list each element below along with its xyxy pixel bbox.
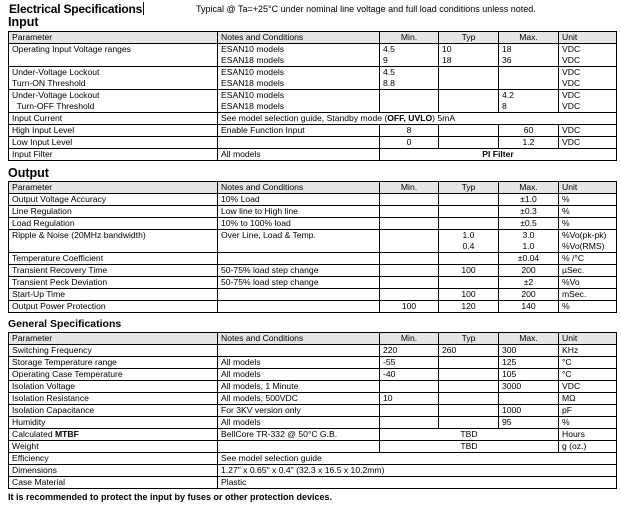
- min-cell: [380, 230, 439, 242]
- min-cell: [380, 194, 439, 206]
- section-title-input: Input: [8, 15, 39, 29]
- unit-cell: µSec.: [559, 265, 617, 277]
- notes-cell: See model selection guide: [218, 453, 617, 465]
- notes-cell: 10% Load: [218, 194, 380, 206]
- table-row: [9, 44, 617, 56]
- table-row: [9, 393, 617, 405]
- output-table: [8, 181, 617, 313]
- param-cell: Isolation Capacitance: [9, 405, 218, 417]
- max-cell: 200: [499, 289, 559, 301]
- min-cell: -55: [380, 357, 439, 369]
- typ-cell: [439, 194, 499, 206]
- max-cell: 4.2: [499, 90, 559, 102]
- unit-cell: KHz: [559, 345, 617, 357]
- max-cell: 105: [499, 369, 559, 381]
- column-header-unit: Unit: [559, 333, 617, 345]
- param-cell: Input Filter: [9, 149, 218, 161]
- column-header-min: Min.: [380, 32, 439, 44]
- table-row: [9, 301, 617, 313]
- notes-cell: [218, 113, 617, 125]
- test-conditions-note: Typical @ Ta=+25°C under nominal line voltage and full load conditions unless noted.: [196, 4, 536, 14]
- section-title-general: General Specifications: [8, 318, 122, 330]
- column-header-typ: Typ: [439, 182, 499, 194]
- column-header-notes: Notes and Conditions: [218, 182, 380, 194]
- max-cell: ±1.0: [499, 194, 559, 206]
- notes-cell: 10% to 100% load: [218, 218, 380, 230]
- max-cell: 95: [499, 417, 559, 429]
- min-cell: [380, 218, 439, 230]
- notes-cell: Low line to High line: [218, 206, 380, 218]
- document-title: [9, 2, 144, 16]
- param-cell: Output Power Protection: [9, 301, 218, 313]
- max-cell: 3000: [499, 381, 559, 393]
- notes-cell: ESAN18 models: [218, 101, 380, 113]
- column-header-typ: Typ: [439, 333, 499, 345]
- param-cell: Output Voltage Accuracy: [9, 194, 218, 206]
- table-header-row: [9, 182, 617, 194]
- table-row: [9, 113, 617, 125]
- notes-text: See model selection guide, Standby mode (: [221, 113, 388, 123]
- param-cell: Efficiency: [9, 453, 218, 465]
- min-cell: 0: [380, 137, 439, 149]
- notes-cell: 50-75% load step change: [218, 277, 380, 289]
- typ-cell: 1.0: [439, 230, 499, 242]
- param-cell: Ripple & Noise (20MHz bandwidth): [9, 230, 218, 242]
- notes-cell: [218, 241, 380, 253]
- param-cell: Operating Case Temperature: [9, 369, 218, 381]
- param-cell: Storage Temperature range: [9, 357, 218, 369]
- notes-cell: ESAN10 models: [218, 44, 380, 56]
- min-cell: 220: [380, 345, 439, 357]
- max-cell: 300: [499, 345, 559, 357]
- unit-cell: VDC: [559, 67, 617, 79]
- typ-cell: TBD: [380, 441, 559, 453]
- unit-cell: VDC: [559, 125, 617, 137]
- param-cell: Line Regulation: [9, 206, 218, 218]
- param-cell: Start-Up Time: [9, 289, 218, 301]
- table-row: [9, 67, 617, 79]
- min-cell: [380, 289, 439, 301]
- unit-cell: VDC: [559, 44, 617, 56]
- table-header-row: [9, 333, 617, 345]
- param-cell: Transient Recovery Time: [9, 265, 218, 277]
- min-cell: [380, 253, 439, 265]
- table-row: [9, 289, 617, 301]
- typ-cell: 10: [439, 44, 499, 56]
- notes-cell: [218, 345, 380, 357]
- table-row: [9, 453, 617, 465]
- typ-cell: [439, 125, 499, 137]
- param-cell: Isolation Voltage: [9, 381, 218, 393]
- typ-cell: [439, 405, 499, 417]
- notes-text: ) 5mA: [432, 113, 456, 123]
- value-cell: PI Filter: [380, 149, 617, 161]
- notes-emphasis: OFF, UVLO: [387, 113, 433, 123]
- typ-cell: 260: [439, 345, 499, 357]
- notes-cell: [218, 441, 380, 453]
- param-cell: [9, 429, 218, 441]
- table-row: [9, 253, 617, 265]
- typ-cell: [439, 101, 499, 113]
- max-cell: [499, 393, 559, 405]
- min-cell: [380, 381, 439, 393]
- min-cell: 9: [380, 55, 439, 67]
- footer-note: It is recommended to protect the input by fuses or other protection devices.: [8, 492, 333, 502]
- notes-cell: All models: [218, 357, 380, 369]
- table-row: [9, 55, 617, 67]
- text-cursor: [143, 2, 144, 15]
- max-cell: 3.0: [499, 230, 559, 242]
- param-cell: Isolation Resistance: [9, 393, 218, 405]
- column-header-min: Min.: [380, 182, 439, 194]
- param-cell: Under-Voltage Lockout: [9, 90, 218, 102]
- typ-cell: 100: [439, 265, 499, 277]
- table-row: [9, 405, 617, 417]
- column-header-min: Min.: [380, 333, 439, 345]
- notes-cell: [218, 137, 380, 149]
- max-cell: 36: [499, 55, 559, 67]
- param-cell: Turn-ON Threshold: [9, 78, 218, 90]
- column-header-parameter: Parameter: [9, 333, 218, 345]
- typ-cell: [439, 357, 499, 369]
- param-cell: Low Input Level: [9, 137, 218, 149]
- typ-cell: [439, 78, 499, 90]
- table-row: [9, 477, 617, 489]
- param-cell: High Input Level: [9, 125, 218, 137]
- max-cell: [499, 78, 559, 90]
- max-cell: 140: [499, 301, 559, 313]
- min-cell: 8: [380, 125, 439, 137]
- column-header-max: Max.: [499, 182, 559, 194]
- min-cell: 8.8: [380, 78, 439, 90]
- max-cell: 1.0: [499, 241, 559, 253]
- param-cell: Case Material: [9, 477, 218, 489]
- table-row: [9, 218, 617, 230]
- typ-cell: [439, 381, 499, 393]
- notes-cell: All models: [218, 149, 380, 161]
- notes-cell: 1.27" x 0.65" x 0.4" (32.3 x 16.5 x 10.2mm): [218, 465, 617, 477]
- typ-cell: [439, 393, 499, 405]
- column-header-unit: Unit: [559, 182, 617, 194]
- notes-cell: ESAN10 models: [218, 90, 380, 102]
- notes-cell: 50-75% load step change: [218, 265, 380, 277]
- param-cell: Operating Input Voltage ranges: [9, 44, 218, 56]
- max-cell: ±2: [499, 277, 559, 289]
- unit-cell: mSec.: [559, 289, 617, 301]
- param-emphasis: MTBF: [55, 429, 79, 439]
- max-cell: 200: [499, 265, 559, 277]
- typ-cell: [439, 218, 499, 230]
- typ-cell: TBD: [380, 429, 559, 441]
- unit-cell: %: [559, 417, 617, 429]
- max-cell: 1.2: [499, 137, 559, 149]
- notes-cell: All models, 1 Minute: [218, 381, 380, 393]
- param-cell: Weight: [9, 441, 218, 453]
- column-header-notes: Notes and Conditions: [218, 333, 380, 345]
- unit-cell: °C: [559, 357, 617, 369]
- typ-cell: 18: [439, 55, 499, 67]
- table-row: [9, 357, 617, 369]
- unit-cell: MΩ: [559, 393, 617, 405]
- unit-cell: %Vo(RMS): [559, 241, 617, 253]
- notes-cell: [218, 253, 380, 265]
- section-title-output: Output: [8, 166, 49, 180]
- unit-cell: %Vo(pk-pk): [559, 230, 617, 242]
- general-table: [8, 332, 617, 489]
- max-cell: ±0.3: [499, 206, 559, 218]
- column-header-max: Max.: [499, 333, 559, 345]
- unit-cell: % /°C: [559, 253, 617, 265]
- unit-cell: %: [559, 194, 617, 206]
- max-cell: ±0.5: [499, 218, 559, 230]
- typ-cell: [439, 67, 499, 79]
- param-cell: Load Regulation: [9, 218, 218, 230]
- param-cell: Input Current: [9, 113, 218, 125]
- typ-cell: 0.4: [439, 241, 499, 253]
- param-text: Calculated: [12, 429, 55, 439]
- table-row: [9, 369, 617, 381]
- max-cell: 60: [499, 125, 559, 137]
- param-cell: [9, 55, 218, 67]
- unit-cell: %Vo: [559, 277, 617, 289]
- column-header-typ: Typ: [439, 32, 499, 44]
- table-row: [9, 90, 617, 102]
- notes-cell: ESAN10 models: [218, 67, 380, 79]
- min-cell: [380, 405, 439, 417]
- unit-cell: VDC: [559, 101, 617, 113]
- column-header-notes: Notes and Conditions: [218, 32, 380, 44]
- table-row: [9, 277, 617, 289]
- unit-cell: VDC: [559, 78, 617, 90]
- notes-cell: [218, 301, 380, 313]
- notes-cell: All models, 500VDC: [218, 393, 380, 405]
- table-row: [9, 345, 617, 357]
- unit-cell: g (oz.): [559, 441, 617, 453]
- table-row: [9, 381, 617, 393]
- unit-cell: VDC: [559, 381, 617, 393]
- typ-cell: [439, 277, 499, 289]
- min-cell: [380, 90, 439, 102]
- max-cell: 8: [499, 101, 559, 113]
- max-cell: 125: [499, 357, 559, 369]
- header: [6, 2, 616, 16]
- typ-cell: 100: [439, 289, 499, 301]
- table-row: [9, 441, 617, 453]
- min-cell: -40: [380, 369, 439, 381]
- notes-cell: Plastic: [218, 477, 617, 489]
- min-cell: [380, 101, 439, 113]
- max-cell: [499, 67, 559, 79]
- param-cell: Transient Peck Deviation: [9, 277, 218, 289]
- notes-cell: All models: [218, 417, 380, 429]
- typ-cell: [439, 137, 499, 149]
- min-cell: [380, 241, 439, 253]
- param-cell: Turn-OFF Threshold: [9, 101, 218, 113]
- notes-cell: All models: [218, 369, 380, 381]
- typ-cell: 120: [439, 301, 499, 313]
- min-cell: [380, 417, 439, 429]
- notes-cell: Over Line, Load & Temp.: [218, 230, 380, 242]
- table-row: [9, 429, 617, 441]
- table-row: [9, 149, 617, 161]
- column-header-parameter: Parameter: [9, 182, 218, 194]
- table-row: [9, 137, 617, 149]
- column-header-unit: Unit: [559, 32, 617, 44]
- table-row: [9, 465, 617, 477]
- typ-cell: [439, 253, 499, 265]
- unit-cell: %: [559, 206, 617, 218]
- typ-cell: [439, 417, 499, 429]
- table-row: [9, 194, 617, 206]
- min-cell: [380, 265, 439, 277]
- param-cell: Under-Voltage Lockout: [9, 67, 218, 79]
- unit-cell: VDC: [559, 90, 617, 102]
- table-row: [9, 241, 617, 253]
- unit-cell: %: [559, 301, 617, 313]
- unit-cell: VDC: [559, 137, 617, 149]
- notes-cell: ESAN18 models: [218, 78, 380, 90]
- notes-cell: ESAN18 models: [218, 55, 380, 67]
- notes-cell: For 3KV version only: [218, 405, 380, 417]
- max-cell: 18: [499, 44, 559, 56]
- unit-cell: pF: [559, 405, 617, 417]
- table-row: [9, 417, 617, 429]
- column-header-max: Max.: [499, 32, 559, 44]
- typ-cell: [439, 369, 499, 381]
- typ-cell: [439, 90, 499, 102]
- min-cell: 4.5: [380, 67, 439, 79]
- min-cell: 100: [380, 301, 439, 313]
- min-cell: 10: [380, 393, 439, 405]
- table-row: [9, 230, 617, 242]
- table-header-row: [9, 32, 617, 44]
- unit-cell: VDC: [559, 55, 617, 67]
- param-cell: [9, 241, 218, 253]
- param-cell: Temperature Coefficient: [9, 253, 218, 265]
- input-table: [8, 31, 617, 161]
- unit-cell: °C: [559, 369, 617, 381]
- notes-cell: [218, 289, 380, 301]
- param-cell: Humidity: [9, 417, 218, 429]
- table-row: [9, 265, 617, 277]
- min-cell: 4.5: [380, 44, 439, 56]
- max-cell: ±0.04: [499, 253, 559, 265]
- unit-cell: Hours: [559, 429, 617, 441]
- unit-cell: %: [559, 218, 617, 230]
- typ-cell: [439, 206, 499, 218]
- param-cell: Dimensions: [9, 465, 218, 477]
- table-row: [9, 206, 617, 218]
- min-cell: [380, 206, 439, 218]
- column-header-parameter: Parameter: [9, 32, 218, 44]
- param-cell: Switching Frequency: [9, 345, 218, 357]
- table-row: [9, 78, 617, 90]
- table-row: [9, 125, 617, 137]
- notes-cell: Enable Function Input: [218, 125, 380, 137]
- max-cell: 1000: [499, 405, 559, 417]
- document-title-text: Electrical Specifications: [9, 2, 143, 16]
- notes-cell: BellCore TR-332 @ 50°C G.B.: [218, 429, 380, 441]
- min-cell: [380, 277, 439, 289]
- table-row: [9, 101, 617, 113]
